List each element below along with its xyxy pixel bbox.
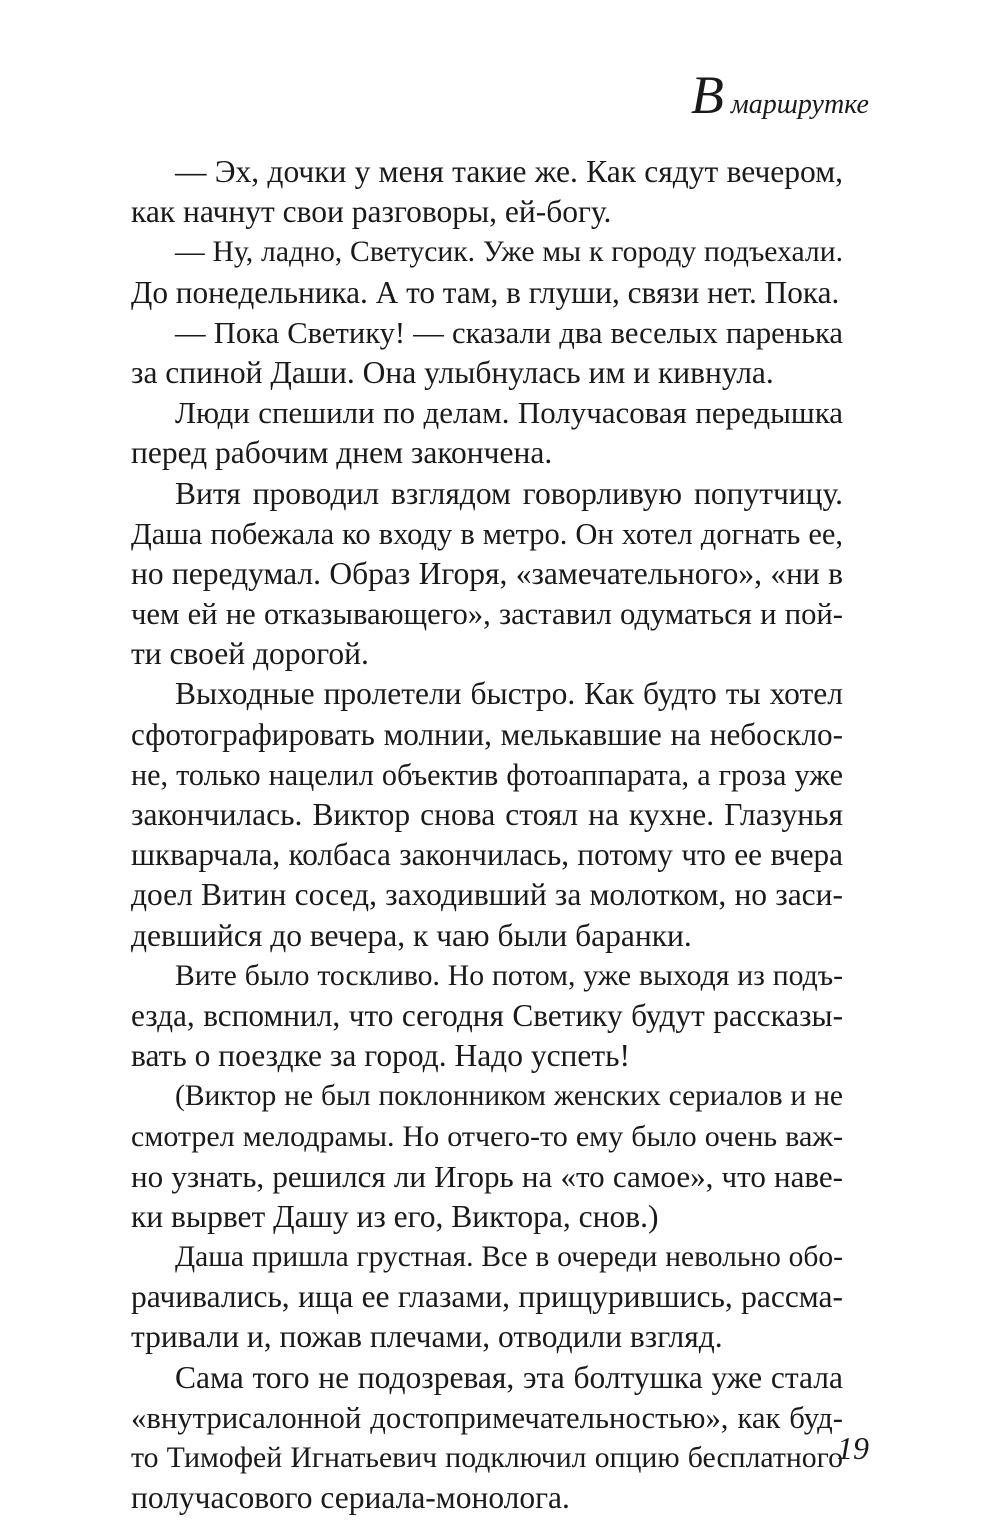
text-line: езда, вспомнил, что сегодня Светику будут рассказы-: [131, 997, 843, 1033]
text-line: До понедельника. А то там, в глуши, связи нет. Пока.: [131, 274, 840, 310]
text-line: шкварчала, колбаса закончилась, потому что ее вчера: [131, 837, 843, 873]
text-line: — Эх, дочки у меня такие же. Как сядут вечером,: [175, 154, 843, 189]
text-line: «внутрисалонной достопримечательностью», как буд-: [131, 1400, 843, 1435]
text-line: тривали и, пожав плечами, отводили взгляд.: [131, 1319, 723, 1355]
text-line: не, только нацелил объектив фотоаппарата, а гроза уже: [131, 757, 843, 792]
text-line: но передумал. Образ Игоря, «замечательного», «ни в: [131, 555, 843, 591]
text-line: перед рабочим днем закончена.: [131, 435, 553, 471]
text-line: получасового сериала-монолога.: [131, 1480, 570, 1516]
text-line: Люди спешили по делам. Получасовая передышка: [175, 395, 843, 431]
page-number: 19: [837, 1430, 869, 1466]
text-line: как начнут свои разговоры, ей-богу.: [131, 194, 612, 230]
text-line: ти своей дорогой.: [131, 636, 369, 672]
body-text: [131, 152, 843, 1518]
text-line: за спиной Даши. Она улыбнулась им и кивнула.: [131, 354, 774, 390]
text-line: девшийся до вечера, к чаю были баранки.: [131, 917, 692, 953]
text-line: вать о поездке за город. Надо успеть!: [131, 1038, 631, 1074]
text-line: смотрел мелодрамы. Но отчего-то ему было очень важ-: [131, 1119, 843, 1153]
running-header-initial: В: [690, 65, 724, 125]
text-line: ки вырвет Дашу из его, Виктора, снов.): [131, 1198, 659, 1234]
text-line: Выходные пролетели быстро. Как будто ты хотел: [175, 676, 843, 712]
text-line: Сама того не подозревая, эта болтушка уже стала: [175, 1359, 843, 1395]
text-line: закончилась. Виктор снова стоял на кухне. Глазунья: [131, 797, 843, 832]
text-line: доел Витин сосед, заходивший за молотком, но заси-: [131, 877, 843, 913]
text-line: рачивались, ища ее глазами, прищурившись, рассма-: [131, 1279, 843, 1315]
text-line: Вите было тоскливо. Но потом, уже выходя из подъ-: [175, 959, 843, 992]
text-line: Даша пришла грустная. Все в очереди невольно обо-: [175, 1241, 843, 1274]
text-line: но узнать, решился ли Игорь на «то самое», что наве-: [131, 1158, 843, 1194]
running-header: [690, 65, 869, 125]
text-line: (Виктор не был поклонником женских сериалов и не: [175, 1080, 843, 1113]
running-header-title: маршрутке: [723, 89, 869, 120]
text-line: сфотографировать молнии, мелькавшие на небоскло-: [131, 716, 843, 752]
text-line: — Ну, ладно, Светусик. Уже мы к городу подъехали.: [175, 236, 843, 269]
text-line: Даша побежала ко входу в метро. Он хотел догнать ее,: [131, 516, 843, 551]
text-line: — Пока Светику! — сказали два веселых паренька: [175, 315, 843, 350]
text-line: чем ей не отказывающего», заставил одуматься и пой-: [131, 597, 843, 632]
text-line: то Тимофей Игнатьевич подключил опцию бесплатного: [131, 1441, 843, 1474]
text-line: Витя проводил взглядом говорливую попутчицу.: [175, 475, 843, 511]
